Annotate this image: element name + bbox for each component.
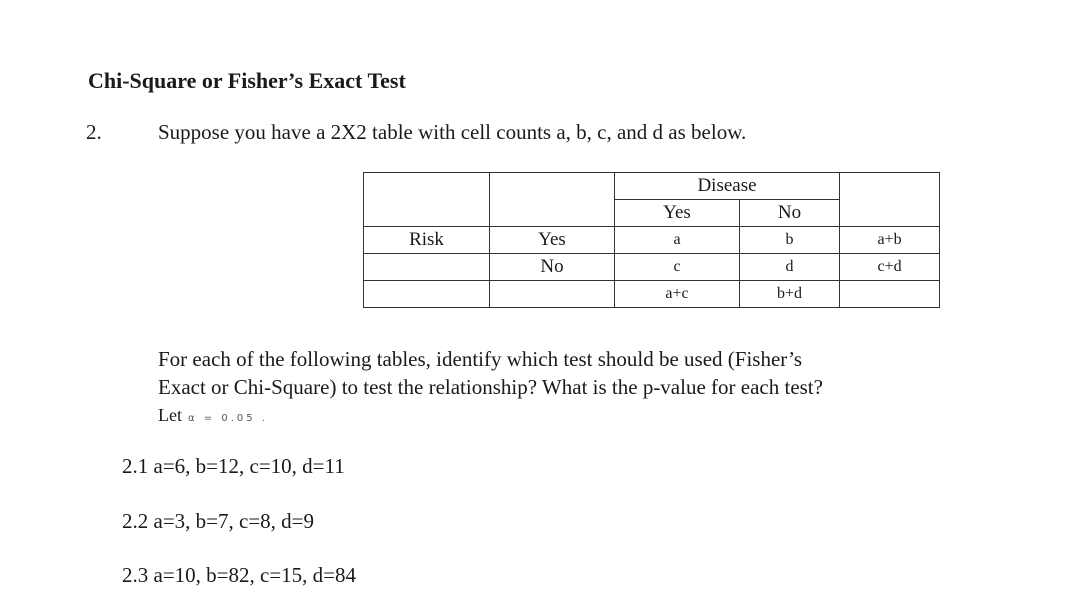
contingency-table [363, 172, 940, 308]
cell-a-plus-c: a+c [615, 281, 740, 308]
table-cell [490, 200, 615, 227]
table-cell [364, 254, 490, 281]
disease-header: Disease [615, 173, 840, 200]
cell-a: a [615, 227, 740, 254]
table-cell [364, 200, 490, 227]
cell-d: d [740, 254, 840, 281]
row-header-risk: Risk [364, 227, 490, 254]
cell-b-plus-d: b+d [740, 281, 840, 308]
table-cell [840, 281, 940, 308]
table-cell [490, 281, 615, 308]
instructions-paragraph [158, 345, 938, 433]
cell-a-plus-b: a+b [840, 227, 940, 254]
table-cell [840, 200, 940, 227]
table-cell [840, 173, 940, 200]
column-header-yes: Yes [615, 200, 740, 227]
cell-c-plus-d: c+d [840, 254, 940, 281]
sub-question: 2.3 a=10, b=82, c=15, d=84 [122, 563, 357, 587]
row-label-yes: Yes [490, 227, 615, 254]
instructions-line: Exact or Chi-Square) to test the relationship? What is the p-value for each test? [158, 375, 823, 399]
document-title: Chi-Square or Fisher’s Exact Test [88, 68, 406, 93]
instructions-line: For each of the following tables, identify which test should be used (Fisher’s [158, 347, 803, 371]
table-cell [364, 281, 490, 308]
table-cell [490, 173, 615, 200]
let-label: Let [158, 405, 182, 425]
sub-question: 2.2 a=3, b=7, c=8, d=9 [122, 509, 315, 533]
table-row [364, 173, 940, 200]
row-label-no: No [490, 254, 615, 281]
table-row [364, 227, 940, 254]
sub-question: 2.1 a=6, b=12, c=10, d=11 [122, 454, 345, 478]
alpha-statement [158, 401, 938, 433]
table-cell [364, 173, 490, 200]
cell-c: c [615, 254, 740, 281]
table-row [364, 200, 940, 227]
alpha-value: α = 0.05 . [188, 413, 268, 424]
column-header-no: No [740, 200, 840, 227]
cell-b: b [740, 227, 840, 254]
table-row [364, 281, 940, 308]
question-text: Suppose you have a 2X2 table with cell counts a, b, c, and d as below. [158, 120, 747, 144]
question-number: 2. [86, 120, 102, 144]
table-row [364, 254, 940, 281]
